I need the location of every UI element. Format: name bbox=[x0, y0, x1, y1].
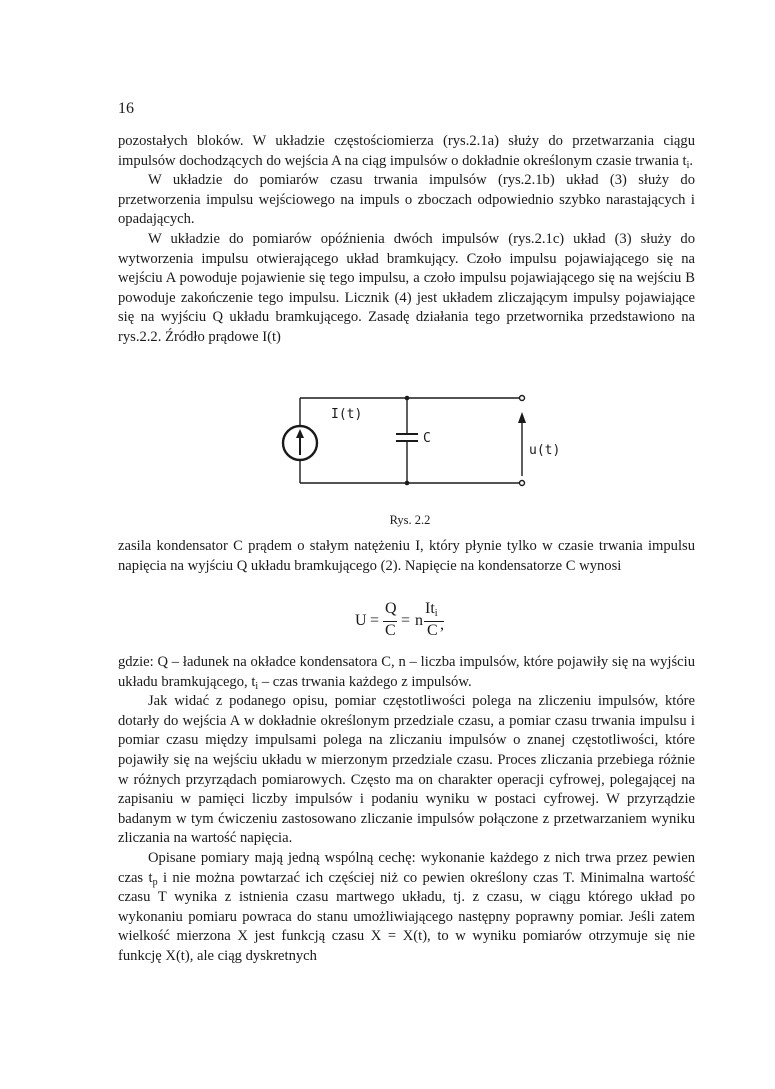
formula-denominator: C bbox=[427, 622, 438, 639]
formula-numerator: Q bbox=[385, 600, 397, 617]
output-terminal-bottom bbox=[520, 481, 525, 486]
figure-caption: Rys. 2.2 bbox=[389, 513, 431, 527]
paragraph: pozostałych bloków. W układzie częstościomierza (rys.2.1a) służy do przetwarzania ciągu impulsów dochodzących do wejścia A na ciąg impulsów o dokładnie określonym czasie trwania $t_i$. bbox=[118, 133, 695, 171]
paragraph: gdzie: Q – ładunek na okładce kondensatora C, n – liczba impulsów, które pojawiły się na wyjściu układu bramkującego, $t_i$ – czas trwania każdego z impulsów. bbox=[118, 654, 695, 692]
output-label: u(t) bbox=[529, 443, 561, 458]
formula-numerator: $It_i$ bbox=[425, 600, 438, 619]
formula-coefficient: n bbox=[415, 612, 423, 629]
source-label: I(t) bbox=[331, 407, 363, 422]
formula-lhs: U bbox=[355, 612, 367, 629]
paragraph: W układzie do pomiarów czasu trwania impulsów (rys.2.1b) układ (3) służy do przetworzenia impulsu wejściowego na impuls o zboczach odpowiednio szybko narastających i opadających. bbox=[118, 172, 695, 228]
paragraph: W układzie do pomiarów opóźnienia dwóch impulsów (rys.2.1c) układ (3) służy do wytworzenia impulsu otwierającego układ bramkujący. Czoło impulsu pojawiającego się na wejściu A powoduje pojawienie się tego impulsu, a czoło impulsu pojawiającego się na wejściu B powoduje zakończenie tego impulsu. Licznik (4) jest układem zliczającym impulsy pojawiające się na wyjściu Q układu bramkującego. Zasadę działania tego przetwornika przedstawiono na rys.2.2. Źródło prądowe I(t) bbox=[118, 230, 695, 345]
capacitor-label: C bbox=[423, 431, 431, 446]
output-terminal-top bbox=[520, 396, 525, 401]
source-arrow-head bbox=[296, 429, 304, 438]
paragraph: zasila kondensator C prądem o stałym natężeniu I, który płynie tylko w czasie trwania impulsu napięcia na wyjściu Q układu bramkującego (2). Napięcie na kondensatorze C wynosi bbox=[118, 538, 695, 574]
formula-equals: = bbox=[370, 612, 380, 629]
formula-denominator: C bbox=[385, 622, 396, 639]
paragraph: Jak widać z podanego opisu, pomiar częstotliwości polega na zliczeniu impulsów, które dotarły do wejścia A w dokładnie określonym przedziale czasu, a pomiar czasu trwania impulsu i pomiar czasu między impulsami polega na zliczaniu impulsów o znanej częstotliwości, które pojawiły się na wejściu układu w mierzonym przedziale czasu. Proces zliczania przebiega różnie w różnych przyrządach pomiarowych. Często ma on charakter operacji cyfrowej, polegającej na zapisaniu w pamięci liczby impulsów i podaniu wyniku w postaci cyfrowej. W przyrządzie badanym w tym ćwiczeniu zastosowano zliczanie impulsów połączone z przetwarzaniem wyniku zliczania na wartość napięcia. bbox=[118, 693, 695, 847]
voltage-arrow-head bbox=[518, 412, 526, 423]
junction-top bbox=[405, 396, 410, 401]
text-block-top bbox=[118, 132, 695, 348]
circuit-diagram bbox=[275, 388, 561, 498]
formula-equals: = bbox=[401, 612, 411, 629]
text-block-middle bbox=[118, 537, 695, 576]
formula bbox=[355, 600, 475, 644]
text-block-bottom bbox=[118, 653, 695, 967]
junction-bottom bbox=[405, 481, 410, 486]
circuit-svg bbox=[275, 388, 561, 498]
paragraph: Opisane pomiary mają jedną wspólną cechę: wykonanie każdego z nich trwa przez pewien czas $t_p$ i nie można powtarzać ich częściej niż co pewien określony czas T. Minimalna wartość czasu T wynika z istnienia czasu martwego układu, tj. z czasu, w ciągu którego układ po wykonaniu pomiaru powraca do stanu umożliwiającego następny poprawny pomiar. Jeśli zatem wielkość mierzona X jest funkcją czasu X = X(t), to w wyniku pomiarów otrzymuje się nie funkcję X(t), ale ciąg dyskretnych bbox=[118, 849, 695, 964]
page-number: 16 bbox=[118, 100, 134, 117]
formula-comma: , bbox=[440, 616, 444, 633]
